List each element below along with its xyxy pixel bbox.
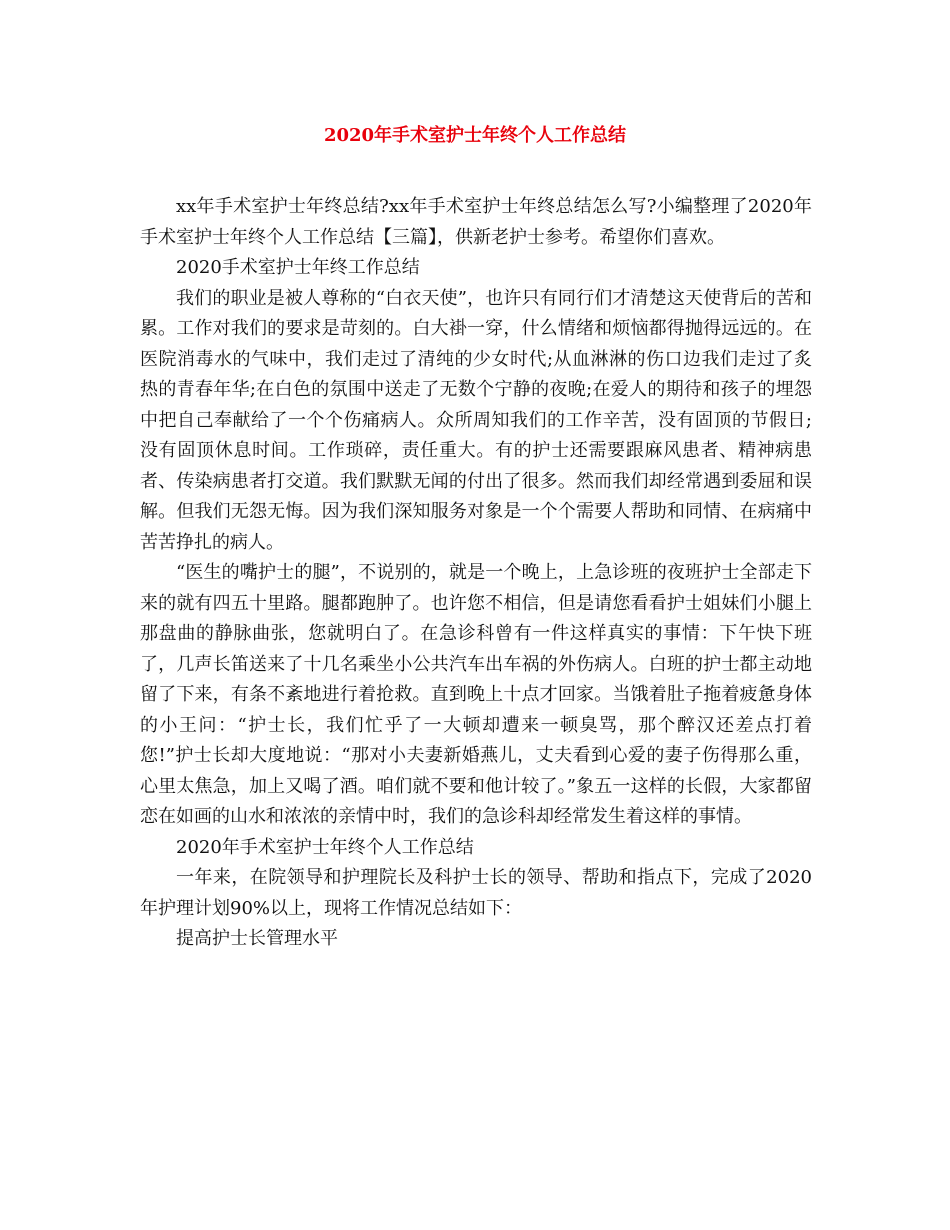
section-heading: 2020手术室护士年终工作总结 <box>176 257 420 278</box>
document-title: 2020年手术室护士年终个人工作总结 <box>323 125 627 146</box>
body-paragraph: 我们的职业是被人尊称的“白衣天使”，也许只有同行们才清楚这天使背后的苦和累。工作对我们的要求是苛刻的。白大褂一穿，什么情绪和烦恼都得抛得远远的。在医院消毒水的气味中，我们走过了清纯的少女时代;从血淋淋的伤口边我们走过了炙热的青春年华;在白色的氛围中送走了无数个宁静的夜晚;在爱人的期待和孩子的埋怨中把自己奉献给了一个个伤痛病人。众所周知我们的工作辛苦，没有固顶的节假日;没有固顶休息时间。工作琐碎，责任重大。有的护士还需要跟麻风患者、精神病患者、传染病患者打交道。我们默默无闻的付出了很多。然而我们却经常遇到委屈和误解。但我们无怨无悔。因为我们深知服务对象是一个个需要人帮助和同情、在病痛中苦苦挣扎的病人。 <box>140 287 812 553</box>
section-heading: 2020年手术室护士年终个人工作总结 <box>176 836 474 858</box>
body-paragraph: 一年来，在院领导和护理院长及科护士长的领导、帮助和指点下，完成了2020年护理计划90%以上，现将工作情况总结如下： <box>140 867 812 919</box>
body-paragraph: “医生的嘴护士的腿”，不说别的，就是一个晚上，上急诊班的夜班护士全部走下来的就有四五十里路。腿都跑肿了。也许您不相信，但是请您看看护士姐妹们小腿上那盘曲的静脉曲张，您就明白了。在急诊科曾有一件这样真实的事情：下午快下班了，几声长笛送来了十几名乘坐小公共汽车出车祸的外伤病人。白班的护士都主动地留了下来，有条不紊地进行着抢救。直到晚上十点才回家。当饿着肚子拖着疲惫身体的小王问：“护士长，我们忙乎了一大顿却遭来一顿臭骂，那个醉汉还差点打着您!”护士长却大度地说：“那对小夫妻新婚燕儿，丈夫看到心爱的妻子伤得那么重，心里太焦急，加上又喝了酒。咱们就不要和他计较了。”象五一这样的长假，大家都留恋在如画的山水和浓浓的亲情中时，我们的急诊科却经常发生着这样的事情。 <box>140 562 812 827</box>
section-heading: 提高护士长管理水平 <box>176 928 338 949</box>
document-body <box>140 192 812 955</box>
intro-paragraph: xx年手术室护士年终总结?xx年手术室护士年终总结怎么写?小编整理了2020年手术室护士年终个人工作总结【三篇】，供新老护士参考。希望你们喜欢。 <box>140 196 812 248</box>
